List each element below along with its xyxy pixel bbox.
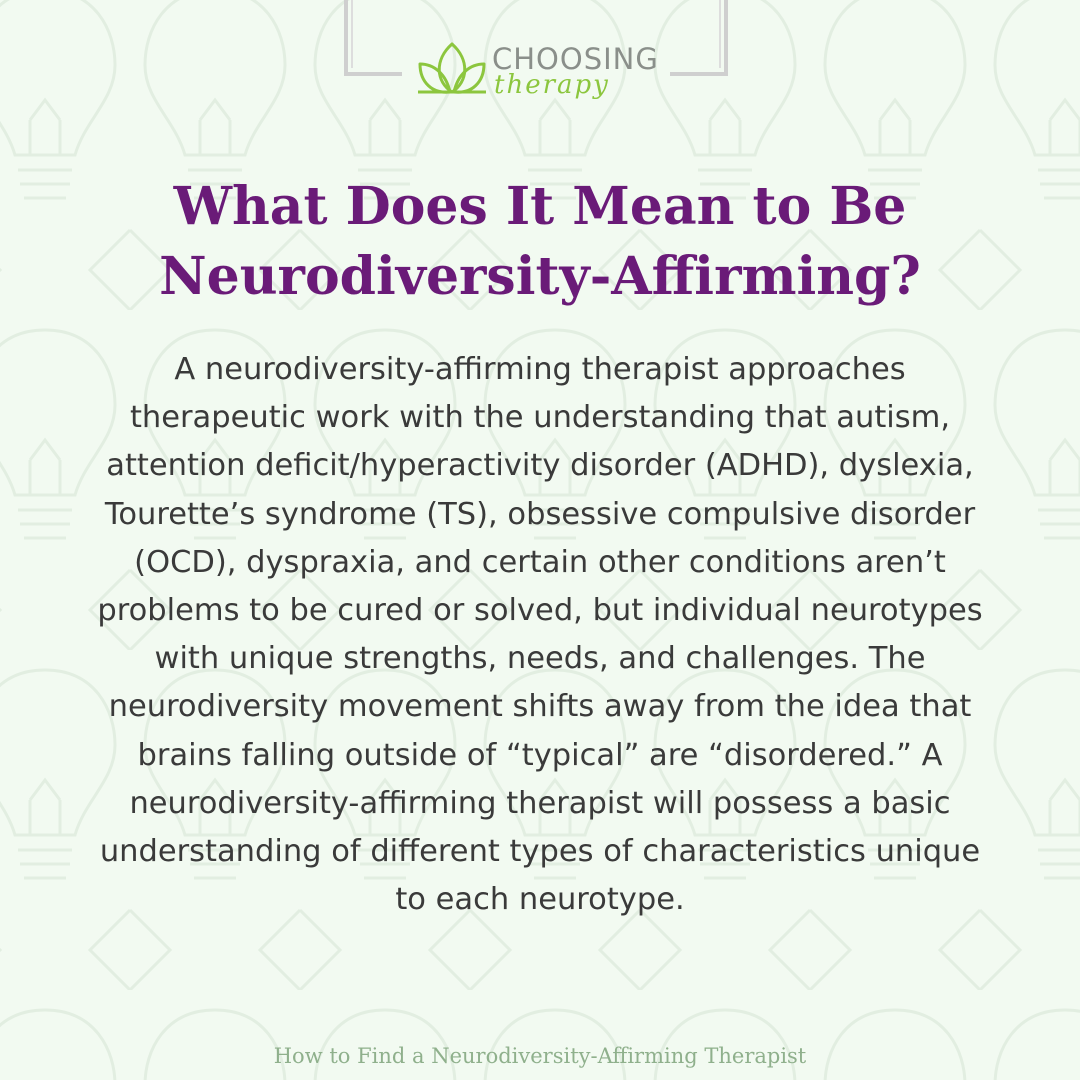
footer-caption: How to Find a Neurodiversity-Affirming Therapist [273, 1044, 807, 1068]
brand-script: therapy [494, 70, 610, 100]
right-frame-bracket [668, 0, 728, 80]
choosing-therapy-logo [416, 38, 666, 102]
brand-name: CHOOSING [492, 42, 659, 76]
title-line-1: What Does It Mean to Be [173, 176, 907, 237]
title-line-2: Neurodiversity-Affirming? [159, 246, 921, 307]
body-paragraph: A neurodiversity-affirming therapist approaches therapeutic work with the understanding that autism, attention deficit/hyperactivity disorder (ADHD), dyslexia, Tourette’s syndrome (TS), obsessive compulsive disorder (OCD), dyspraxia, and certain other conditions aren’t problems to be cured or solved, but individual neurotypes with unique strengths, needs, and challenges. The neurodiversity movement shifts away from the idea that brains falling outside of “typical” are “disordered.” A neurodiversity-affirming therapist will possess a basic understanding of different types of characteristics unique to each neurotype. [97, 352, 983, 918]
left-frame-bracket [344, 0, 404, 80]
page-title [60, 172, 1020, 312]
lotus-leaves-icon [416, 38, 488, 96]
